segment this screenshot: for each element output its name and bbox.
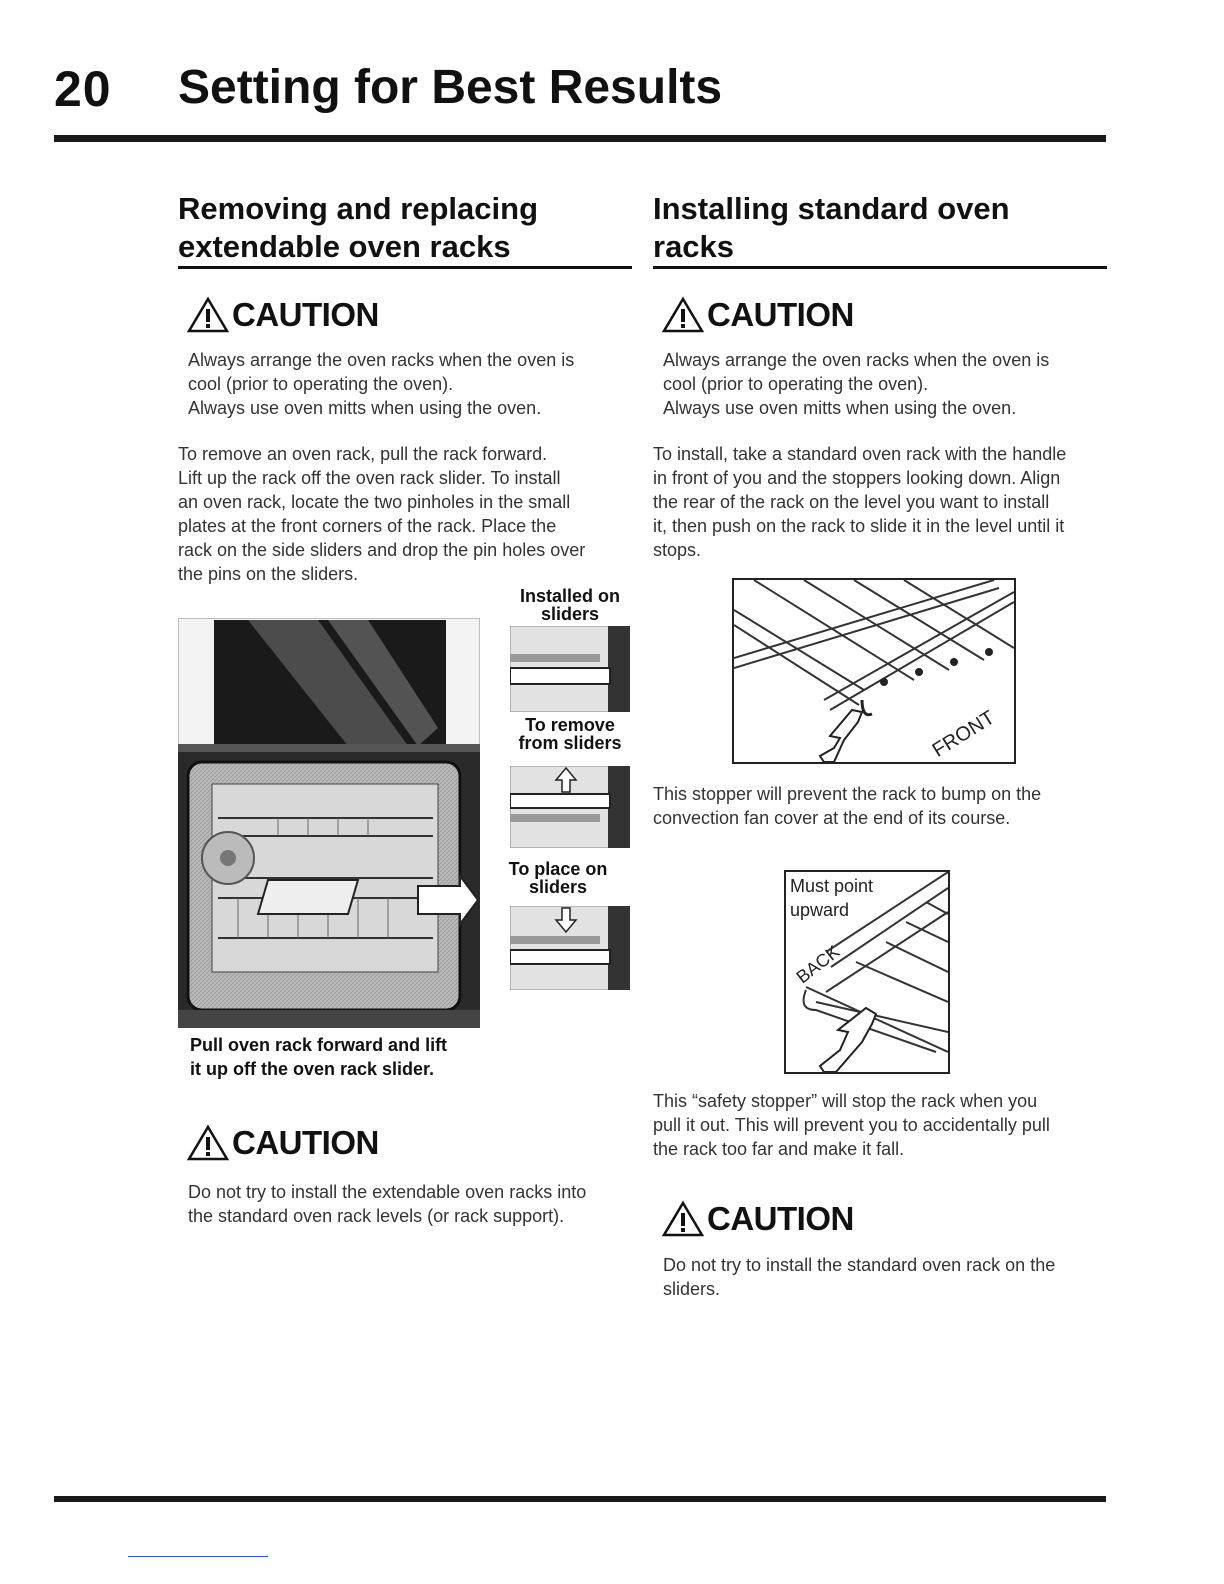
slider-caption-remove (508, 716, 632, 752)
left-section-rule (178, 266, 632, 269)
text-line: cool (prior to operating the oven). (663, 374, 929, 394)
right-section-heading (653, 190, 1010, 266)
text-line: To install, take a standard oven rack with the handle (653, 444, 1067, 464)
caption-line: it up off the oven rack slider. (190, 1059, 435, 1079)
right-section-rule (653, 266, 1107, 269)
caption-line: from sliders (518, 733, 622, 753)
right-caution-1-text (663, 348, 1049, 420)
figure-2-caption (653, 1089, 1050, 1161)
rack-front-stopper-figure (732, 578, 1016, 764)
slider-caption-installed (508, 587, 632, 623)
caption-line: Installed on (519, 586, 620, 606)
text-line: sliders. (663, 1279, 721, 1299)
page-number: 20 (54, 61, 112, 117)
note-line: Must point (790, 876, 874, 896)
text-line: plates at the front corners of the rack. Place the (178, 516, 557, 536)
header-rule (54, 135, 1106, 142)
left-section-heading (178, 190, 538, 266)
text-line: stops. (653, 540, 702, 560)
slider-place-illustration (510, 906, 630, 990)
text-line: convection fan cover at the end of its course. (653, 808, 1011, 828)
right-caution-2 (661, 1200, 854, 1238)
oven-figure-caption (190, 1033, 447, 1081)
oven-illustration (178, 618, 480, 1028)
right-heading-line-2: racks (653, 229, 735, 264)
text-line: This “safety stopper” will stop the rack when you (653, 1091, 1038, 1111)
caption-line: sliders (540, 604, 600, 624)
warning-icon (661, 296, 705, 334)
warning-icon (186, 296, 230, 334)
left-caution-1 (186, 296, 379, 334)
left-caution-1-text (188, 348, 574, 420)
caption-line: To remove (525, 715, 615, 735)
text-line: the rack too far and make it fall. (653, 1139, 905, 1159)
footer-link-line (128, 1556, 268, 1557)
text-line: To remove an oven rack, pull the rack forward. (178, 444, 548, 464)
caption-line: Pull oven rack forward and lift (190, 1035, 448, 1055)
text-line: This stopper will prevent the rack to bump on the (653, 784, 1042, 804)
right-heading-line-1: Installing standard oven (653, 191, 1010, 226)
text-line: the rear of the rack on the level you want to install (653, 492, 1050, 512)
text-line: the pins on the sliders. (178, 564, 359, 584)
text-line: Always use oven mitts when using the oven. (188, 398, 542, 418)
text-line: Do not try to install the extendable oven racks into (188, 1182, 587, 1202)
slider-installed-illustration (510, 626, 630, 712)
text-line: an oven rack, locate the two pinholes in the small (178, 492, 571, 512)
text-line: Always arrange the oven racks when the oven is (188, 350, 575, 370)
text-line: pull it out. This will prevent you to accidentally pull (653, 1115, 1050, 1135)
must-point-upward-note (790, 874, 873, 922)
left-caution-2 (186, 1124, 379, 1162)
warning-icon (661, 1200, 705, 1238)
text-line: Always arrange the oven racks when the oven is (663, 350, 1050, 370)
footer-rule (54, 1496, 1106, 1502)
figure-1-caption (653, 782, 1041, 830)
slider-caption-place (508, 860, 608, 896)
slider-remove-illustration (510, 766, 630, 848)
text-line: the standard oven rack levels (or rack support). (188, 1206, 565, 1226)
text-line: in front of you and the stoppers looking down. Align (653, 468, 1061, 488)
left-body-text (178, 442, 585, 586)
text-line: Always use oven mitts when using the oven. (663, 398, 1017, 418)
warning-icon (186, 1124, 230, 1162)
text-line: rack on the side sliders and drop the pin holes over (178, 540, 586, 560)
page-title: Setting for Best Results (178, 61, 723, 114)
back-label: BACK (792, 941, 844, 988)
front-label: FRONT (928, 706, 999, 762)
text-line: cool (prior to operating the oven). (188, 374, 454, 394)
caution-label: CAUTION (707, 296, 854, 333)
caution-label: CAUTION (232, 1124, 379, 1161)
caution-label: CAUTION (707, 1200, 854, 1237)
rack-safety-stopper-figure (784, 870, 950, 1074)
right-caution-1 (661, 296, 854, 334)
text-line: it, then push on the rack to slide it in the level until it (653, 516, 1065, 536)
note-line: upward (790, 900, 850, 920)
text-line: Do not try to install the standard oven rack on the (663, 1255, 1056, 1275)
caption-line: To place on (508, 859, 608, 879)
caution-label: CAUTION (232, 296, 379, 333)
text-line: Lift up the rack off the oven rack slider. To install (178, 468, 561, 488)
right-caution-2-text (663, 1253, 1055, 1301)
caption-line: sliders (528, 877, 588, 897)
left-caution-2-text (188, 1180, 586, 1228)
left-heading-line-1: Removing and replacing (178, 191, 539, 226)
right-body-text (653, 442, 1066, 562)
left-heading-line-2: extendable oven racks (178, 229, 511, 264)
